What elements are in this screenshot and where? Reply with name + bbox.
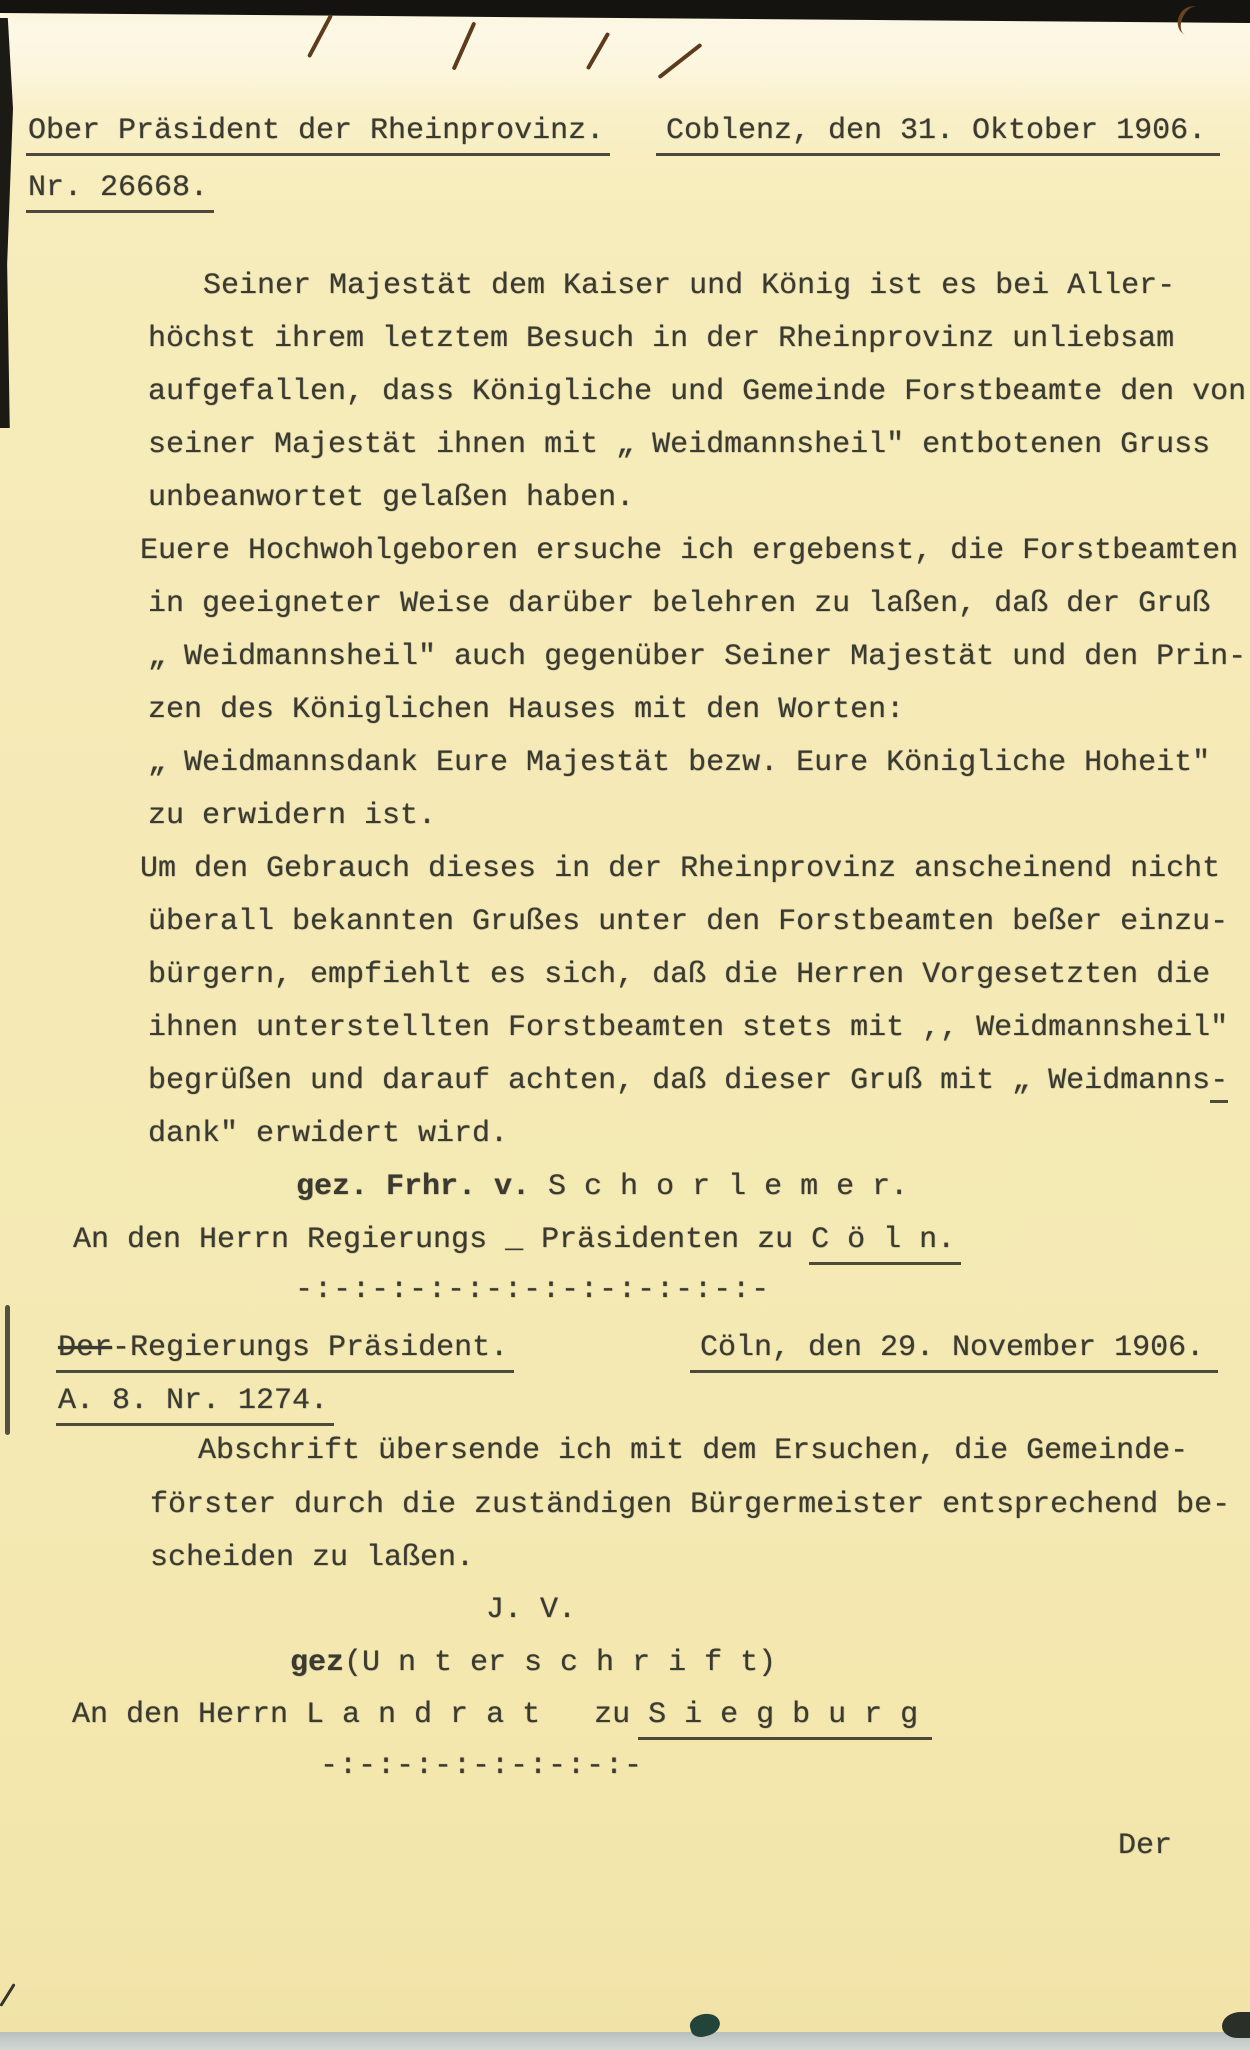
catchword: Der [1118,1829,1173,1863]
file-number-line-2 [58,1383,334,1426]
scanner-background [0,2032,1250,2050]
sender-title-line [28,113,610,156]
address-line-1 [73,1222,961,1265]
jv-line: J. V. [486,1593,577,1627]
body-line: aufgefallen, dass Königliche und Gemeinde Forstbeamte den von [148,375,1247,409]
section-divider: -:-:-:-:-:-:-:-:- [320,1749,644,1783]
body-line: Um den Gebrauch dieses in der Rheinprovinz anscheinend nicht [140,852,1221,886]
address-city-2: S i e g b u r g [638,1697,932,1740]
body-line: Euere Hochwohlgeboren ersuche ich ergebenst, die Forstbeamten [140,534,1239,568]
address-prefix: An den Herrn Regierungs _ Präsidenten zu [73,1223,812,1257]
body-line: förster durch die zuständigen Bürgermeister entsprechend be- [150,1488,1231,1522]
body-line: Abschrift übersende ich mit dem Ersuchen, die Gemeinde- [198,1434,1189,1468]
body-line: Seiner Majestät dem Kaiser und König ist es bei Aller- [203,269,1176,303]
dateline-2 [700,1330,1218,1373]
body-line: „ Weidmannsdank Eure Majestät bezw. Eure Königliche Hoheit" [148,746,1211,780]
dateline-2-text: Cöln, den 29. November 1906. [690,1330,1218,1373]
signature-line-1 [296,1169,908,1205]
struck-word: Der [58,1331,113,1365]
file-number-2: A. 8. Nr. 1274. [56,1383,334,1426]
sender-title-line-2 [58,1330,514,1373]
body-line: höchst ihrem letztem Besuch in der Rheinprovinz unliebsam [148,322,1175,356]
body-line [148,1063,1228,1099]
signature-prefix: gez. Frhr. v. [296,1170,549,1204]
underlined-hyphen: - [1210,1064,1228,1103]
sender-title-2-text: -Regierungs Präsident. [112,1331,509,1365]
dateline-text: Coblenz, den 31. Oktober 1906. [656,113,1220,156]
address-city: C ö l n. [809,1222,961,1265]
body-line: ihnen unterstellten Forstbeamten stets mit ,, Weidmannsheil" [148,1011,1229,1045]
address-prefix-2: An den Herrn L a n d r a t zu [72,1698,649,1732]
gez-label: gez [290,1646,345,1680]
section-divider: -:-:-:-:-:-:-:-:-:-:-:-:- [295,1273,771,1307]
body-line: dank" erwidert wird. [148,1117,509,1151]
sender-title-2 [56,1330,514,1373]
body-line-text: begrüßen und darauf achten, daß dieser Gruß mit „ Weidmanns [148,1064,1211,1098]
body-line: in geeigneter Weise darüber belehren zu laßen, daß der Gruß [148,587,1211,621]
scan-edge-mark [5,1305,10,1435]
ink-blob [1222,2012,1250,2038]
body-line: zu erwidern ist. [148,799,437,833]
body-line: unbeanwortet gelaßen haben. [148,481,635,515]
body-line: überall bekannten Grußes unter den Forstbeamten beßer einzu- [148,905,1229,939]
file-number: Nr. 26668. [26,170,214,213]
signature-name: S c h o r l e m e r. [548,1170,909,1204]
signature-line-2 [290,1645,776,1681]
body-line: „ Weidmannsheil" auch gegenüber Seiner Majestät und den Prin- [148,640,1247,674]
address-line-2 [72,1697,932,1740]
body-line: bürgern, empfiehlt es sich, daß die Herren Vorgesetzten die [148,958,1211,992]
sender-title: Ober Präsident der Rheinprovinz. [26,113,610,156]
dateline-1 [666,113,1220,156]
body-line: seiner Majestät ihnen mit „ Weidmannsheil" entbotenen Gruss [148,428,1211,462]
body-line: zen des Königlichen Hauses mit den Worten: [148,693,905,727]
file-number-line [28,170,214,213]
signature-placeholder: (U n t er s c h r i f t) [344,1646,777,1680]
body-line: scheiden zu laßen. [150,1541,475,1575]
